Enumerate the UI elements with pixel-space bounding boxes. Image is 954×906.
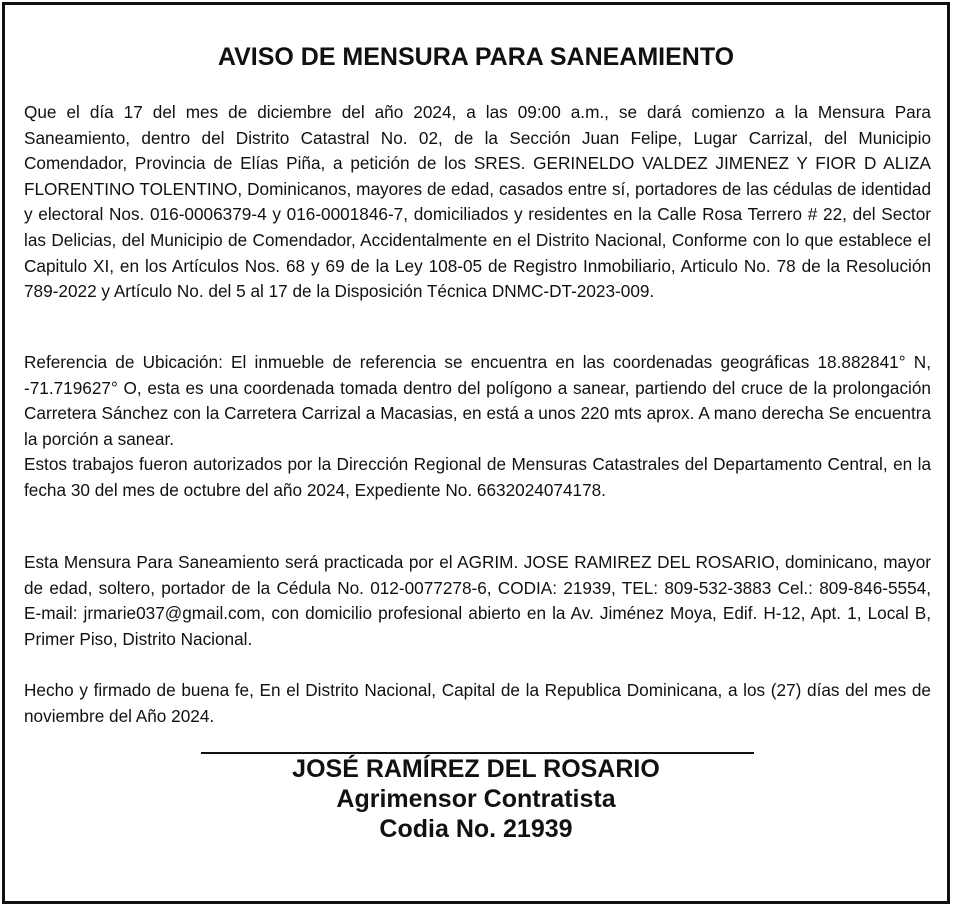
signature-codia: Codia No. 21939 — [379, 815, 573, 843]
paragraph-survey-announcement: Que el día 17 del mes de diciembre del año 2024, a las 09:00 a.m., se dará comienzo a la Mensura Para Saneamiento, dentro del Distrito Catastral No. 02, de la Sección Juan Felipe, Lugar Carrizal, del Municipio Comendador, Provincia de Elías Piña, a petición de los SRES. GERINELDO VALDEZ JIMENEZ Y FIOR D ALIZA FLORENTINO TOLENTINO, Dominicanos, mayores de edad, casados entre sí, portadores de las cédulas de identidad y electoral Nos. 016-0006379-4 y 016-0001846-7, domiciliados y residentes en la Calle Rosa Terrero # 22, del Sector las Delicias, del Municipio de Comendador, Accidentalmente en el Distrito Nacional, Conforme con lo que establece el Capitulo XI, en los Artículos Nos. 68 y 69 de la Ley 108-05 de Registro Inmobiliario, Articulo No. 78 de la Resolución 789-2022 y Artículo No. del 5 al 17 de la Disposición Técnica DNMC-DT-2023-009. — [24, 102, 931, 302]
signature-name: JOSÉ RAMÍREZ DEL ROSARIO — [292, 755, 660, 783]
signature-role: Agrimensor Contratista — [336, 785, 616, 813]
notice-title: AVISO DE MENSURA PARA SANEAMIENTO — [217, 43, 735, 71]
paragraph-location-reference: Referencia de Ubicación: El inmueble de referencia se encuentra en las coordenadas geográficas 18.882841° N, -71.719627° O, esta es una coordenada tomada dentro del polígono a sanear, partiendo del cruce de la prolongación Carretera Sánchez con la Carretera Carrizal a Macasias, en está a unos 220 mts aprox. A mano derecha Se encuentra la porción a sanear. Estos trabajos fueron autorizados por la Dirección Regional de Mensuras Catastrales del Departamento Central, en la fecha 30 del mes de octubre del año 2024, Expediente No. 6632024074178. — [24, 352, 931, 500]
notice-frame — [2, 2, 950, 904]
paragraph-signed-statement: Hecho y firmado de buena fe, En el Distrito Nacional, Capital de la Republica Dominicana, a los (27) días del mes de noviembre del Año 2024. — [24, 680, 931, 726]
paragraph-surveyor-info: Esta Mensura Para Saneamiento será practicada por el AGRIM. JOSE RAMIREZ DEL ROSARIO, dominicano, mayor de edad, soltero, portador de la Cédula No. 012-0077278-6, CODIA: 21939, TEL: 809-532-3883 Cel.: 809-846-5554, E-mail: jrmarie037@gmail.com, con domicilio profesional abierto en la Av. Jiménez Moya, Edif. H-12, Apt. 1, Local B, Primer Piso, Distrito Nacional. — [24, 552, 931, 649]
